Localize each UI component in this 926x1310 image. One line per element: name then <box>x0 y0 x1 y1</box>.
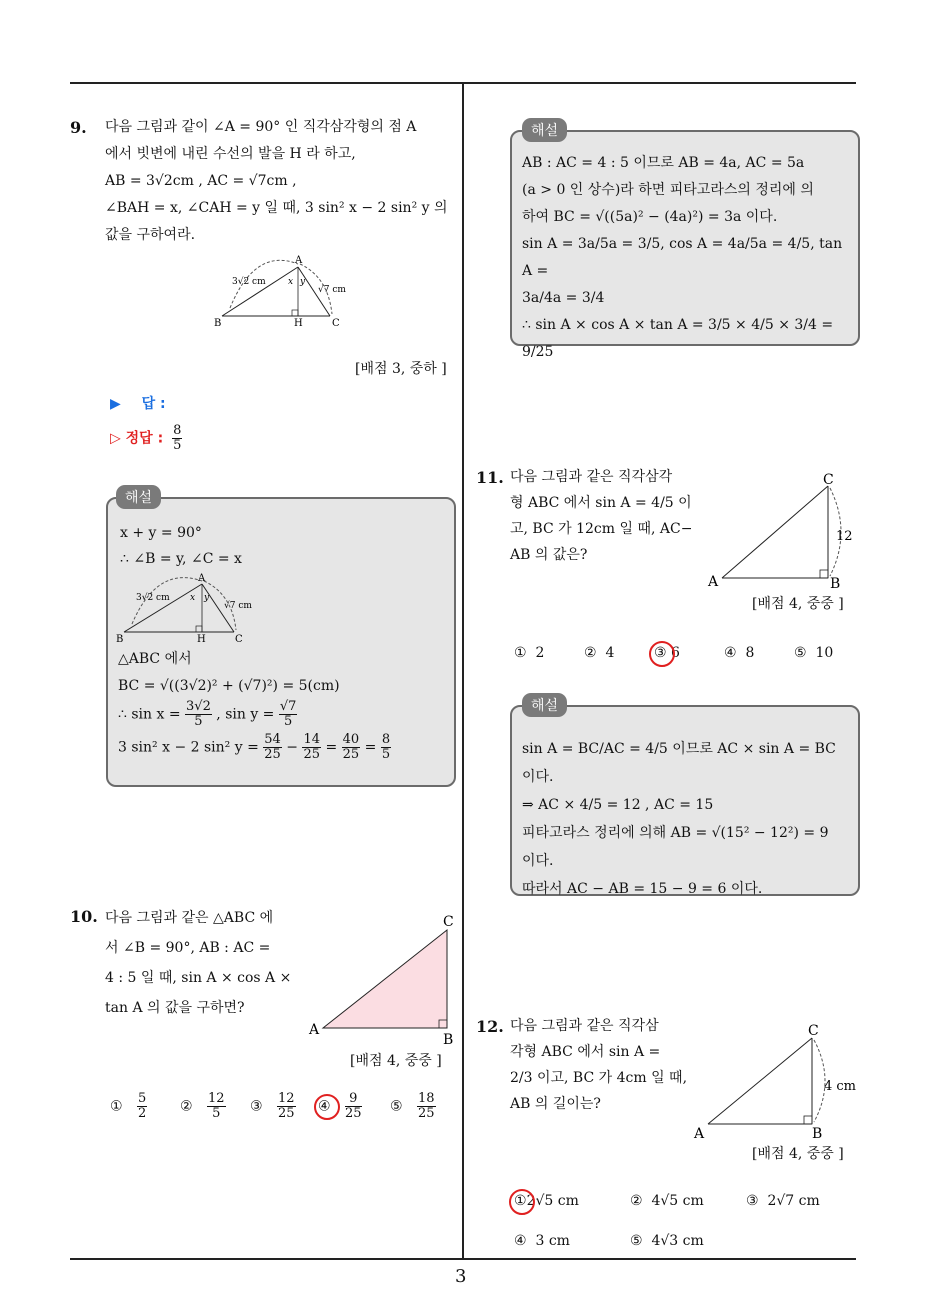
sol9-fraction <box>263 733 282 762</box>
sol9-line: BC = √((3√2)² + (√7)²) = 5(cm) <box>118 678 340 694</box>
q9-line: 에서 빗변에 내린 수선의 발을 H 라 하고, <box>105 146 356 162</box>
q9-correct-num: 8 <box>173 423 182 438</box>
choice-mark: ② <box>180 1098 193 1115</box>
q12-line: 2/3 이고, BC 가 4cm 일 때, <box>510 1070 688 1086</box>
q9-text <box>105 114 455 249</box>
page-number: 3 <box>455 1266 467 1287</box>
choice-text: 4√5 cm <box>651 1193 704 1209</box>
sol9-text: ∴ sin x = <box>118 706 181 723</box>
sol9-fraction <box>302 733 321 762</box>
q10-line: 다음 그림과 같은 △ABC 에 <box>105 910 274 926</box>
frac-den: 25 <box>278 1106 295 1121</box>
q12-fig-label-b: B <box>812 1126 823 1142</box>
q11-line: 형 ABC 에서 sin A = 4/5 이 <box>510 495 692 511</box>
q12-selected-circle <box>509 1189 535 1215</box>
q9-triangle-figure <box>200 252 360 332</box>
q10-solution-tag: 해설 <box>522 118 567 142</box>
choice-text: 10 <box>815 645 834 661</box>
q9-fig-label-c: C <box>332 318 340 329</box>
sol9-text: , sin y = <box>216 706 275 723</box>
q12-number: 12. <box>476 1017 504 1036</box>
q9-line: ∠BAH = x, ∠CAH = y 일 때, 3 sin² x − 2 sin² y 의 <box>105 200 448 216</box>
choice-mark: ① <box>514 645 527 661</box>
q12-fig-label-bc: 4 cm <box>824 1079 857 1094</box>
sol9-line: 3 sin² x − 2 sin² y = $\frac{54}{25}$ − $\frac{14}{25}$ = $\frac{40}{25}$ = $\frac{8}{5}$ <box>118 732 391 762</box>
q10-fig-label-b: B <box>443 1032 454 1048</box>
sol9-text: 3 sin² x − 2 sin² y = <box>118 739 259 756</box>
q9-solution-triangle-figure <box>112 570 272 650</box>
q11-choice-4[interactable] <box>724 645 754 661</box>
sol9-line: x + y = 90° <box>120 525 202 541</box>
choice-mark: ④ <box>724 645 737 661</box>
q10-triangle-figure <box>305 908 465 1048</box>
sol9-fig-label-h: H <box>197 634 206 645</box>
sol11-line: 이다. <box>522 853 554 869</box>
sol11-line: ⇒ AC × 4/5 = 12 , AC = 15 <box>522 797 714 813</box>
choice-fraction <box>207 1092 226 1121</box>
q9-line: 값을 구하여라. <box>105 227 196 243</box>
q11-score: [배점 4, 중중 ] <box>752 596 844 612</box>
q10-line: 4 : 5 일 때, sin A × cos A × <box>105 970 292 986</box>
sol10-line: 3a/4a = 3/4 <box>522 290 605 306</box>
sol9-fig-label-ab: 3√2 cm <box>136 593 170 603</box>
q11-line: 다음 그림과 같은 직각삼각 <box>510 469 673 485</box>
q9-solution-text-top <box>120 520 242 572</box>
frac-den: 25 <box>342 747 360 762</box>
sol11-line: 피타고라스 정리에 의해 AB = √(15² − 12²) = 9 <box>522 825 829 841</box>
q10-fig-label-a: A <box>309 1022 320 1038</box>
q10-line: tan A 의 값을 구하면? <box>105 1000 245 1016</box>
sol9-fig-label-c: C <box>235 634 243 645</box>
q11-line: 고, BC 가 12cm 일 때, AC− <box>510 521 693 537</box>
bottom-rule <box>70 1258 856 1260</box>
choice-fraction <box>345 1092 362 1121</box>
frac-num: 14 <box>303 732 321 747</box>
frac-den: 25 <box>418 1106 435 1121</box>
q12-choice-4[interactable] <box>514 1233 570 1249</box>
choice-mark: ④ <box>318 1098 331 1115</box>
sol9-fraction <box>342 733 361 762</box>
choice-mark: ② <box>630 1193 643 1209</box>
play-arrow-icon: ▶ <box>110 396 121 412</box>
q9-fig-label-a: A <box>295 255 303 266</box>
q11-triangle-figure <box>700 468 860 594</box>
q12-choice-2[interactable] <box>630 1193 704 1209</box>
q11-fig-label-a: A <box>708 574 719 590</box>
q10-fig-label-c: C <box>443 914 454 930</box>
choice-text: 2 <box>535 645 545 661</box>
q9-answer-label: 답 : <box>141 396 166 412</box>
choice-text: 4 <box>605 645 615 661</box>
frac-den: 5 <box>194 714 203 729</box>
q12-line: 다음 그림과 같은 직각삼 <box>510 1018 659 1034</box>
q12-text <box>510 1013 700 1117</box>
choice-text: 3 cm <box>535 1233 570 1249</box>
frac-num: 54 <box>264 732 281 747</box>
q11-fig-label-bc: 12 <box>836 529 853 544</box>
q12-triangle-figure <box>690 1018 860 1144</box>
frac-num: 8 <box>381 732 391 747</box>
frac-den: 25 <box>345 1106 362 1121</box>
sol10-line: ∴ sin A × cos A × tan A = 3/5 × 4/5 × 3/4 = 9/25 <box>522 317 834 360</box>
choice-mark: ① <box>514 1193 527 1209</box>
q11-text <box>510 464 700 568</box>
sol9-fig-label-x: x <box>190 593 196 603</box>
q12-line: AB 의 길이는? <box>510 1096 601 1112</box>
q9-fig-label-b: B <box>214 318 222 329</box>
q9-fig-label-ab: 3√2 cm <box>232 277 266 287</box>
q9-correct-fraction <box>172 424 182 453</box>
frac-num: 9 <box>345 1092 362 1107</box>
q11-number: 11. <box>476 468 504 487</box>
frac-den: 5 <box>212 1106 221 1121</box>
q9-fig-label-ac: √7 cm <box>318 285 346 295</box>
choice-text: 2√5 cm <box>526 1193 579 1209</box>
q9-fig-label-x: x <box>288 277 294 287</box>
frac-num: 18 <box>418 1091 435 1106</box>
q12-fig-label-a: A <box>694 1126 705 1142</box>
q10-choice-2[interactable] <box>180 1092 226 1121</box>
choice-mark: ⑤ <box>630 1233 643 1249</box>
choice-mark: ④ <box>514 1233 527 1249</box>
q9-fig-label-h: H <box>294 318 303 329</box>
frac-den: 25 <box>303 747 321 762</box>
q12-line: 각형 ABC 에서 sin A = <box>510 1044 661 1060</box>
sol9-fig-label-y: y <box>204 593 210 603</box>
choice-fraction <box>137 1092 147 1121</box>
q9-solution-tag: 해설 <box>116 485 161 509</box>
q10-choice-3[interactable] <box>250 1092 296 1121</box>
column-divider <box>462 84 464 1258</box>
choice-mark: ⑤ <box>794 645 807 661</box>
sol9-line: ∴ ∠B = y, ∠C = x <box>120 551 242 567</box>
q9-score: [배점 3, 중하 ] <box>355 361 447 377</box>
q10-text <box>105 903 305 1023</box>
q9-fig-label-y: y <box>300 277 306 287</box>
sol9-fraction <box>185 700 212 729</box>
q12-fig-label-c: C <box>808 1023 819 1039</box>
frac-num: 3√2 <box>186 699 211 714</box>
sol9-fig-label-ac: √7 cm <box>224 601 252 611</box>
q10-number: 10. <box>70 907 98 926</box>
sol9-fraction <box>279 700 298 729</box>
sol9-line <box>118 700 391 729</box>
choice-mark: ③ <box>250 1098 263 1115</box>
choice-mark: ① <box>110 1098 123 1115</box>
q10-choice-5[interactable] <box>390 1092 436 1121</box>
sol10-line: AB : AC = 4 : 5 이므로 AB = 4a, AC = 5a <box>522 155 805 171</box>
frac-den: 25 <box>264 747 281 762</box>
frac-den: 5 <box>381 747 391 762</box>
q10-line: 서 ∠B = 90°, AB : AC = <box>105 940 271 956</box>
choice-text: 2√7 cm <box>767 1193 820 1209</box>
q10-selected-circle <box>314 1094 340 1120</box>
choice-mark: ⑤ <box>390 1098 403 1115</box>
q11-solution-text <box>522 735 852 903</box>
q11-choice-2[interactable] <box>584 645 614 661</box>
q9-number: 9. <box>70 118 87 137</box>
choice-mark: ② <box>584 645 597 661</box>
q11-fig-label-b: B <box>830 576 841 592</box>
q12-choice-3[interactable] <box>746 1193 820 1209</box>
frac-num: 12 <box>208 1091 225 1106</box>
q9-correct-row <box>110 424 182 453</box>
frac-num: 40 <box>342 732 360 747</box>
frac-den: 5 <box>284 714 293 729</box>
q11-solution-tag: 해설 <box>522 693 567 717</box>
q9-line: AB = 3√2cm , AC = √7cm , <box>105 173 297 189</box>
q11-choice-1[interactable] <box>514 645 544 661</box>
q11-choice-5[interactable] <box>794 645 833 661</box>
q9-correct-label: 정답 : <box>125 430 164 447</box>
sol9-fraction <box>381 733 391 762</box>
frac-num: 12 <box>278 1091 295 1106</box>
frac-num: √7 <box>279 699 297 714</box>
sol10-line: (a > 0 인 상수)라 하면 피타고라스의 정리에 의 <box>522 182 814 198</box>
q11-line: AB 의 값은? <box>510 547 588 563</box>
q10-choice-1[interactable] <box>110 1092 147 1121</box>
frac-num: 5 <box>138 1091 147 1106</box>
choice-mark: ③ <box>654 645 667 661</box>
sol11-line: 따라서 AC − AB = 15 − 9 = 6 이다. <box>522 881 763 897</box>
choice-fraction <box>417 1092 436 1121</box>
q10-score: [배점 4, 중중 ] <box>350 1053 442 1069</box>
sol9-line: △ABC 에서 <box>118 651 192 667</box>
choice-text: 6 <box>671 645 680 661</box>
sol10-line: 하여 BC = √((5a)² − (4a)²) = 3a 이다. <box>522 209 778 225</box>
q9-solution-text-bottom <box>118 646 391 762</box>
q11-fig-label-c: C <box>823 472 834 488</box>
sol10-line: sin A = 3a/5a = 3/5, cos A = 4a/5a = 4/5, tan A = <box>522 236 843 279</box>
choice-fraction <box>277 1092 296 1121</box>
sol9-fig-label-b: B <box>116 634 124 645</box>
outline-arrow-icon: ▷ <box>110 430 121 447</box>
q12-choice-5[interactable] <box>630 1233 704 1249</box>
choice-text: 8 <box>745 645 755 661</box>
q10-solution-text <box>522 150 850 366</box>
sol11-line: sin A = BC/AC = 4/5 이므로 AC × sin A = BC 이다. <box>522 741 836 785</box>
sol9-fig-label-a: A <box>198 573 206 584</box>
frac-den: 2 <box>138 1106 147 1121</box>
q9-correct-den: 5 <box>173 438 182 453</box>
choice-text: 4√3 cm <box>651 1233 704 1249</box>
q11-selected-circle <box>649 641 675 667</box>
q12-score: [배점 4, 중중 ] <box>752 1146 844 1162</box>
choice-mark: ③ <box>746 1193 759 1209</box>
q9-line: 다음 그림과 같이 ∠A = 90° 인 직각삼각형의 점 A <box>105 119 417 135</box>
q9-answer-row <box>110 393 166 413</box>
